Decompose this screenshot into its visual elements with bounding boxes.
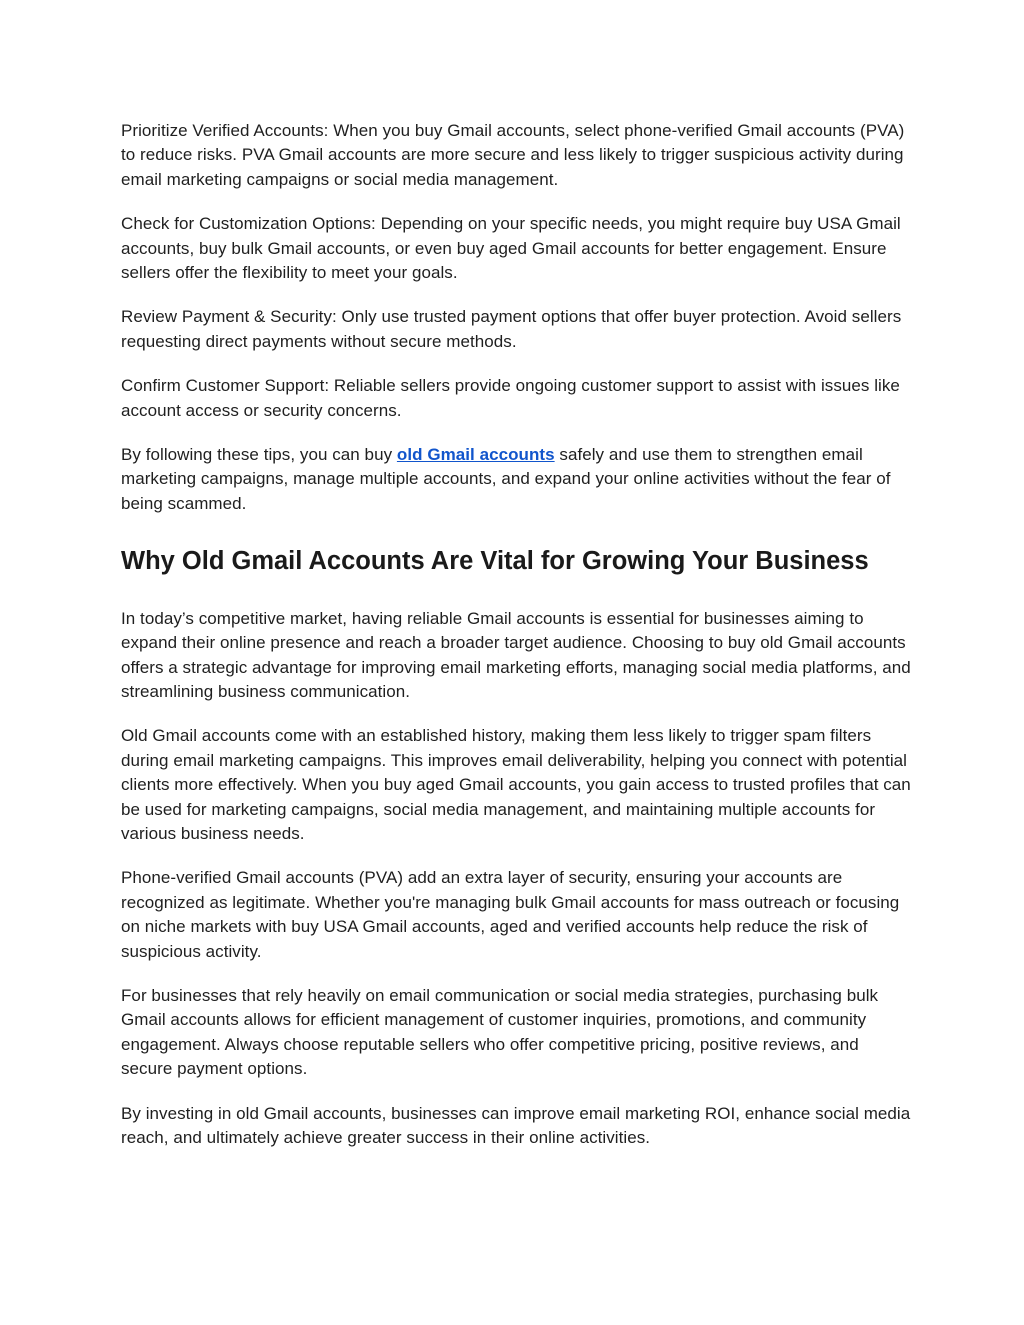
old-gmail-accounts-link[interactable]: old Gmail accounts — [396, 445, 555, 465]
paragraph-verified-accounts: Prioritize Verified Accounts: When you buy Gmail accounts, select phone-verified Gmail accounts (PVA) to reduce risks. PVA Gmail accounts are more secure and less likely to trigger suspicious activity during email marketing campaigns or social media management. — [121, 121, 905, 189]
tips-text-after: safely and use them to strengthen email marketing campaigns, manage multiple accounts, and expand your online activities without the fear of being scammed. — [121, 445, 891, 513]
paragraph-customization-options: Check for Customization Options: Depending on your specific needs, you might require buy USA Gmail accounts, buy bulk Gmail accounts, or even buy aged Gmail accounts for better engagement. Ensure sellers offer the flexibility to meet your goals. — [121, 214, 901, 283]
paragraph-following-tips — [121, 443, 911, 516]
paragraph-established-history: Old Gmail accounts come with an established history, making them less likely to trigger spam filters during email marketing campaigns. This improves email deliverability, helping you connect with potential clients more effectively. When you buy aged Gmail accounts, you gain access to trusted profiles that can be used for marketing campaigns, social media management, and maintaining multiple accounts for various business needs. — [121, 726, 911, 844]
paragraph-competitive-market: In today’s competitive market, having reliable Gmail accounts is essential for businesses aiming to expand their online presence and reach a broader target audience. Choosing to buy old Gmail accounts offers a strategic advantage for improving email marketing efforts, managing social media platforms, and streamlining business communication. — [121, 608, 911, 701]
paragraph-bulk-accounts: For businesses that rely heavily on email communication or social media strategies, purchasing bulk Gmail accounts allows for efficient management of customer inquiries, promotions, and community engagement. Always choose reputable sellers who offer competitive pricing, positive reviews, and secure payment options. — [121, 986, 879, 1079]
section-heading: Why Old Gmail Accounts Are Vital for Growing Your Business — [121, 547, 869, 576]
paragraph-payment-security: Review Payment & Security: Only use trusted payment options that offer buyer protection. Avoid sellers requesting direct payments without secure methods. — [121, 307, 902, 351]
paragraph-investing: By investing in old Gmail accounts, businesses can improve email marketing ROI, enhance social media reach, and ultimately achieve greater success in their online activities. — [121, 1103, 911, 1148]
paragraph-customer-support: Confirm Customer Support: Reliable sellers provide ongoing customer support to assist with issues like account access or security concerns. — [121, 376, 900, 420]
paragraph-phone-verified: Phone-verified Gmail accounts (PVA) add an extra layer of security, ensuring your accounts are recognized as legitimate. Whether you're managing bulk Gmail accounts for mass outreach or focusing on niche markets with buy USA Gmail accounts, aged and verified accounts help reduce the risk of suspicious activity. — [121, 868, 900, 961]
tips-text-before: By following these tips, you can buy — [121, 445, 397, 465]
document-page — [121, 119, 911, 1171]
